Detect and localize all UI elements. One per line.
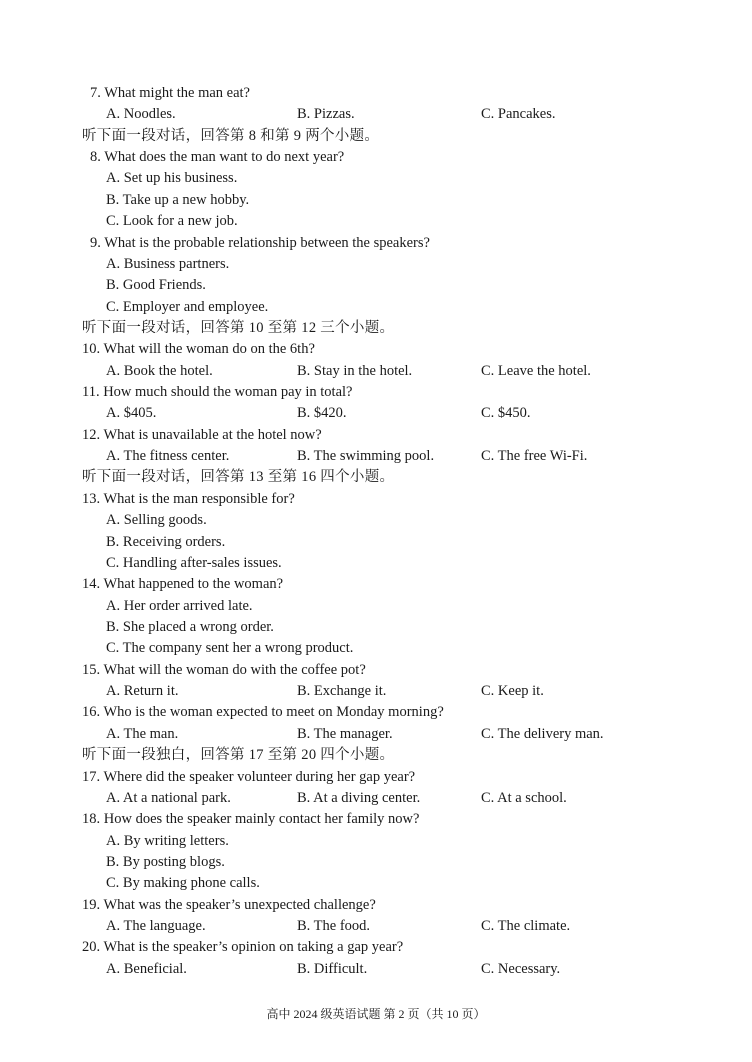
option-c: C. Keep it. — [481, 683, 544, 699]
section-instruction: 听下面一段独白，回答第 17 至第 20 四个小题。 — [82, 747, 395, 763]
question-text: 14. What happened to the woman? — [82, 576, 284, 592]
option-a: A. The language. — [106, 918, 206, 934]
option-text: B. Take up a new hobby. — [106, 192, 250, 208]
option-text: C. Handling after-sales issues. — [106, 555, 282, 571]
option-c: C. $450. — [481, 405, 531, 421]
question-text: 17. Where did the speaker volunteer during her gap year? — [82, 769, 416, 785]
option-a: A. Beneficial. — [106, 961, 187, 977]
page-footer: 高中 2024 级英语试题 第 2 页（共 10 页） — [266, 1007, 486, 1021]
question-text: 8. What does the man want to do next year? — [90, 149, 345, 165]
question-text: 12. What is unavailable at the hotel now? — [82, 427, 322, 443]
option-b: B. Exchange it. — [297, 683, 387, 699]
option-c: C. The free Wi-Fi. — [481, 448, 588, 464]
option-text: A. Selling goods. — [106, 512, 207, 528]
option-text: C. The company sent her a wrong product. — [106, 640, 354, 656]
option-text: B. Receiving orders. — [106, 534, 226, 550]
section-instruction: 听下面一段对话，回答第 13 至第 16 四个小题。 — [82, 469, 395, 485]
option-c: C. At a school. — [481, 790, 567, 806]
question-text: 20. What is the speaker’s opinion on taking a gap year? — [82, 939, 404, 955]
option-text: A. Business partners. — [106, 256, 230, 272]
option-b: B. $420. — [297, 405, 347, 421]
question-text: 19. What was the speaker’s unexpected challenge? — [82, 897, 376, 913]
option-text: C. By making phone calls. — [106, 875, 260, 891]
option-b: B. The food. — [297, 918, 371, 934]
question-text: 7. What might the man eat? — [90, 85, 250, 101]
question-text: 18. How does the speaker mainly contact her family now? — [82, 811, 420, 827]
option-a: A. At a national park. — [106, 790, 231, 806]
option-a: A. The man. — [106, 726, 179, 742]
option-text: C. Look for a new job. — [106, 213, 238, 229]
option-c: C. Necessary. — [481, 961, 561, 977]
question-text: 10. What will the woman do on the 6th? — [82, 341, 315, 357]
question-text: 16. Who is the woman expected to meet on Monday morning? — [82, 704, 444, 720]
option-b: B. Stay in the hotel. — [297, 363, 413, 379]
option-a: A. Return it. — [106, 683, 179, 699]
option-text: A. Her order arrived late. — [106, 598, 253, 614]
option-c: C. Leave the hotel. — [481, 363, 591, 379]
option-a: A. Book the hotel. — [106, 363, 213, 379]
option-b: B. The manager. — [297, 726, 393, 742]
option-b: B. At a diving center. — [297, 790, 421, 806]
option-c: C. Pancakes. — [481, 106, 556, 122]
option-text: A. By writing letters. — [106, 833, 229, 849]
option-b: B. Difficult. — [297, 961, 368, 977]
question-text: 9. What is the probable relationship between the speakers? — [90, 235, 430, 251]
question-text: 15. What will the woman do with the coffee pot? — [82, 662, 366, 678]
section-instruction: 听下面一段对话，回答第 8 和第 9 两个小题。 — [82, 128, 380, 144]
option-text: B. Good Friends. — [106, 277, 206, 293]
option-b: B. The swimming pool. — [297, 448, 435, 464]
option-text: C. Employer and employee. — [106, 299, 269, 315]
option-text: B. By posting blogs. — [106, 854, 225, 870]
option-text: A. Set up his business. — [106, 170, 238, 186]
option-c: C. The delivery man. — [481, 726, 604, 742]
option-text: B. She placed a wrong order. — [106, 619, 274, 635]
section-instruction: 听下面一段对话，回答第 10 至第 12 三个小题。 — [82, 320, 395, 336]
option-b: B. Pizzas. — [297, 106, 355, 122]
option-a: A. Noodles. — [106, 106, 176, 122]
question-text: 11. How much should the woman pay in total? — [82, 384, 353, 400]
option-a: A. $405. — [106, 405, 157, 421]
option-a: A. The fitness center. — [106, 448, 230, 464]
question-text: 13. What is the man responsible for? — [82, 491, 295, 507]
option-c: C. The climate. — [481, 918, 571, 934]
